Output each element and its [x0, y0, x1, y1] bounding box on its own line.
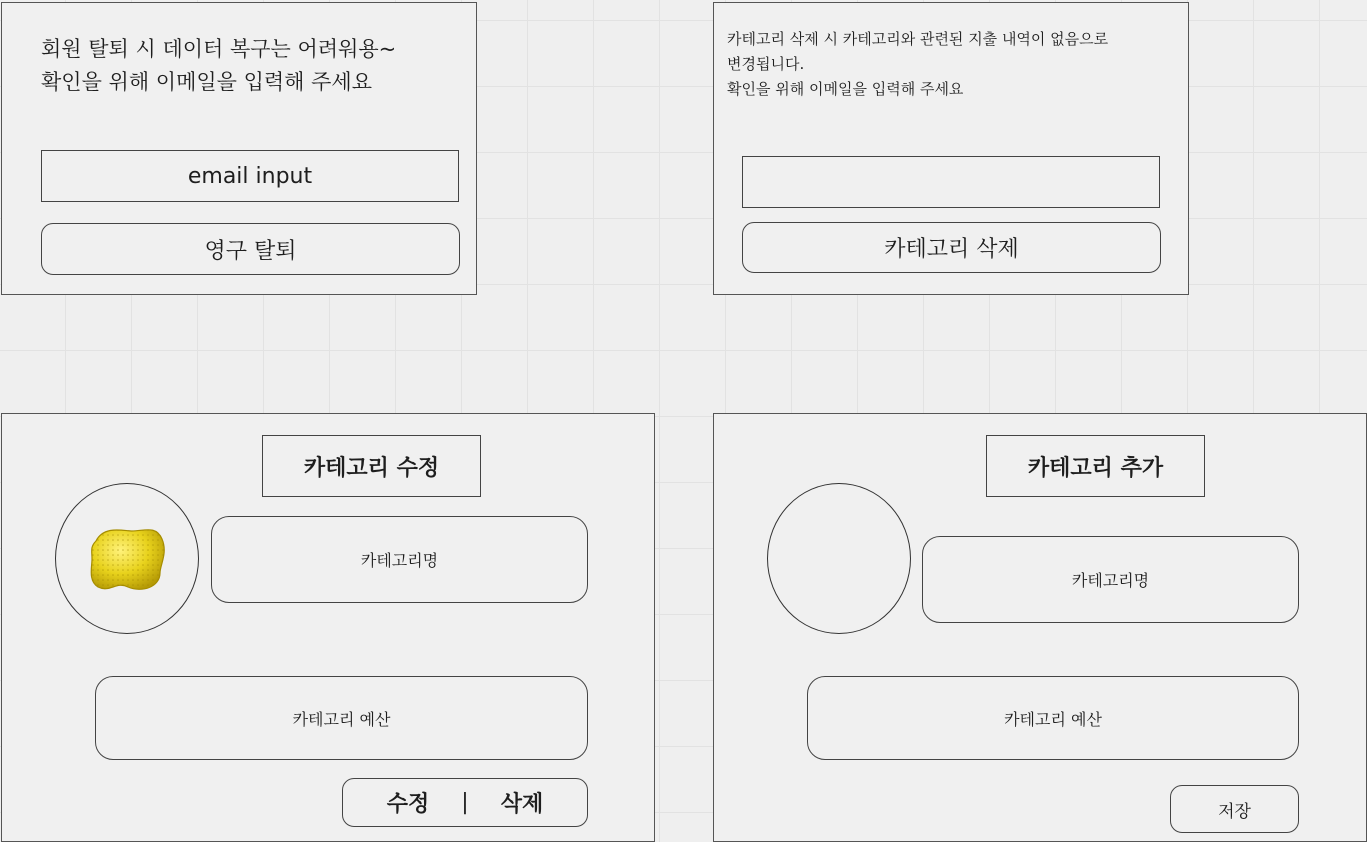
- category-name-field[interactable]: 카테고리명: [211, 516, 588, 603]
- category-delete-message: 카테고리 삭제 시 카테고리와 관련된 지출 내역이 없음으로 변경됩니다. 확인을 위해 이메일을 입력해 주세요: [727, 30, 1109, 98]
- category-edit-title: 카테고리 수정: [262, 435, 481, 497]
- withdraw-message: 회원 탈퇴 시 데이터 복구는 어려워용~ 확인을 위해 이메일을 입력해 주세요: [41, 37, 397, 94]
- save-button[interactable]: 저장: [1170, 785, 1299, 833]
- category-budget-field[interactable]: 카테고리 예산: [807, 676, 1299, 760]
- edit-delete-action-bar: [342, 778, 588, 827]
- sponge-icon: [86, 523, 168, 595]
- category-delete-panel: [713, 2, 1189, 295]
- edit-button[interactable]: 수정: [386, 792, 430, 817]
- category-icon-picker[interactable]: [767, 483, 911, 634]
- category-edit-panel: [1, 413, 655, 842]
- permanent-withdraw-button[interactable]: 영구 탈퇴: [41, 223, 460, 275]
- email-input[interactable]: [41, 150, 459, 202]
- category-budget-field[interactable]: 카테고리 예산: [95, 676, 588, 760]
- delete-button[interactable]: 삭제: [500, 792, 544, 817]
- action-separator: |: [461, 790, 469, 815]
- category-add-title: 카테고리 추가: [986, 435, 1205, 497]
- category-add-panel: [713, 413, 1367, 842]
- category-name-field[interactable]: 카테고리명: [922, 536, 1299, 623]
- withdraw-panel: [1, 2, 477, 295]
- delete-category-button[interactable]: 카테고리 삭제: [742, 222, 1161, 273]
- category-icon-picker[interactable]: [55, 483, 199, 634]
- email-field[interactable]: [742, 156, 1160, 208]
